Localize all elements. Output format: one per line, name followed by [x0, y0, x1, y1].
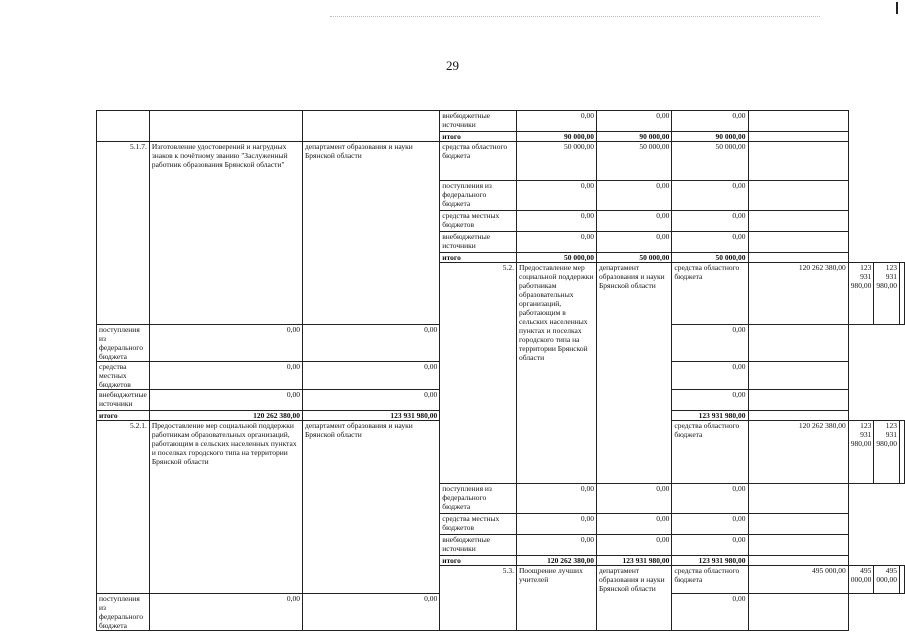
- value-year-2: 123 931 980,00: [596, 556, 671, 566]
- item-department: департамент образования и науки Брянской области: [302, 142, 439, 325]
- item-code: 5.2.: [440, 263, 517, 484]
- scan-edge-mark: [896, 2, 898, 14]
- value-year-2: 0,00: [596, 484, 671, 514]
- extra-column: [748, 411, 848, 421]
- value-year-3: 90 000,00: [672, 132, 748, 142]
- value-year-2: 0,00: [596, 211, 671, 232]
- value-year-2: 50 000,00: [596, 253, 671, 263]
- item-code: 5.2.1.: [97, 421, 150, 594]
- extra-column: [900, 566, 905, 594]
- extra-column: [748, 556, 848, 566]
- table-row: [97, 111, 905, 132]
- extra-column: [748, 390, 848, 411]
- funding-source: средства местных бюджетов: [440, 211, 517, 232]
- item-department: департамент образования и науки Брянской области: [302, 421, 439, 594]
- value-year-3: 0,00: [672, 111, 748, 132]
- value-year-1: 50 000,00: [517, 142, 597, 181]
- value-year-3: 495 000,00: [874, 566, 900, 594]
- funding-source: итого: [440, 132, 517, 142]
- item-department: департамент образования и науки Брянской области: [596, 566, 671, 631]
- value-year-2: 495 000,00: [848, 566, 874, 594]
- value-year-1: 120 262 380,00: [517, 556, 597, 566]
- funding-source: поступления из федерального бюджета: [440, 484, 517, 514]
- value-year-2: 0,00: [596, 181, 671, 211]
- funding-source: средства областного бюджета: [672, 421, 748, 484]
- value-year-1: 0,00: [517, 232, 597, 253]
- value-year-3: 0,00: [672, 390, 748, 411]
- funding-source: поступления из федерального бюджета: [97, 325, 150, 362]
- value-year-3: 123 931 980,00: [874, 263, 900, 325]
- extra-column: [748, 111, 848, 132]
- value-year-1: 50 000,00: [517, 253, 597, 263]
- extra-column: [900, 421, 905, 484]
- item-code: 5.3.: [440, 566, 517, 631]
- extra-column: [748, 181, 848, 211]
- value-year-1: 0,00: [517, 484, 597, 514]
- value-year-3: 0,00: [672, 181, 748, 211]
- item-code: 5.1.7.: [97, 142, 150, 325]
- value-year-3: 123 931 980,00: [672, 556, 748, 566]
- value-year-3: 123 931 980,00: [874, 421, 900, 484]
- value-year-1: 120 262 380,00: [149, 411, 302, 421]
- value-year-3: 0,00: [672, 232, 748, 253]
- value-year-3: 0,00: [672, 535, 748, 556]
- value-year-2: 0,00: [302, 325, 439, 362]
- item-name: Предоставление мер социальной поддержки работникам образовательных организаций, работающим в сельских населенных пунктах и поселках городского типа на территории Брянской области: [149, 421, 302, 594]
- value-year-2: 0,00: [302, 362, 439, 390]
- value-year-2: 50 000,00: [596, 142, 671, 181]
- funding-source: внебюджетные источники: [440, 232, 517, 253]
- budget-table: [96, 110, 905, 631]
- value-year-3: 0,00: [672, 514, 748, 535]
- value-year-2: 0,00: [302, 594, 439, 631]
- item-name: Поощрение лучших учителей: [517, 566, 597, 631]
- extra-column: [748, 325, 848, 362]
- value-year-2: 90 000,00: [596, 132, 671, 142]
- item-code-empty: [97, 111, 150, 142]
- value-year-1: 0,00: [517, 514, 597, 535]
- extra-column: [748, 253, 848, 263]
- funding-source: средства областного бюджета: [672, 566, 748, 594]
- extra-column: [748, 362, 848, 390]
- value-year-3: 0,00: [672, 594, 748, 631]
- extra-column: [748, 514, 848, 535]
- item-department: департамент образования и науки Брянской области: [596, 263, 671, 484]
- value-year-3: 50 000,00: [672, 253, 748, 263]
- funding-source: средства местных бюджетов: [97, 362, 150, 390]
- funding-source: итого: [440, 253, 517, 263]
- funding-source: поступления из федерального бюджета: [97, 594, 150, 631]
- value-year-1: 0,00: [149, 325, 302, 362]
- value-year-1: 0,00: [517, 211, 597, 232]
- value-year-1: 120 262 380,00: [748, 263, 848, 325]
- funding-source: внебюджетные источники: [440, 535, 517, 556]
- value-year-2: 0,00: [596, 111, 671, 132]
- extra-column: [900, 263, 905, 325]
- value-year-1: 0,00: [149, 594, 302, 631]
- value-year-3: 0,00: [672, 484, 748, 514]
- scan-dots: [330, 16, 820, 17]
- value-year-2: 0,00: [596, 535, 671, 556]
- funding-source: средства областного бюджета: [440, 142, 517, 181]
- value-year-1: 0,00: [149, 362, 302, 390]
- item-name-empty: [149, 111, 302, 142]
- funding-source: поступления из федерального бюджета: [440, 181, 517, 211]
- extra-column: [748, 594, 848, 631]
- value-year-2: 123 931 980,00: [848, 263, 874, 325]
- value-year-1: 120 262 380,00: [748, 421, 848, 484]
- value-year-3: 50 000,00: [672, 142, 748, 181]
- extra-column: [748, 484, 848, 514]
- value-year-3: 0,00: [672, 211, 748, 232]
- value-year-1: 0,00: [149, 390, 302, 411]
- item-name: Предоставление мер социальной поддержки работникам образовательных организаций, работающим в сельских населенных пунктах и поселках городского типа на территории Брянской области: [517, 263, 597, 484]
- extra-column: [748, 211, 848, 232]
- value-year-3: 0,00: [672, 325, 748, 362]
- value-year-3: 0,00: [672, 362, 748, 390]
- value-year-2: 0,00: [596, 232, 671, 253]
- value-year-1: 90 000,00: [517, 132, 597, 142]
- value-year-2: 0,00: [596, 514, 671, 535]
- value-year-1: 0,00: [517, 535, 597, 556]
- funding-source: средства местных бюджетов: [440, 514, 517, 535]
- value-year-2: 123 931 980,00: [848, 421, 874, 484]
- value-year-2: 0,00: [302, 390, 439, 411]
- page-number: 29: [446, 58, 459, 73]
- funding-source: средства областного бюджета: [672, 263, 748, 325]
- value-year-1: 0,00: [517, 111, 597, 132]
- value-year-3: 123 931 980,00: [672, 411, 748, 421]
- funding-source: итого: [97, 411, 150, 421]
- funding-source: внебюджетные источники: [440, 111, 517, 132]
- value-year-1: 495 000,00: [748, 566, 848, 594]
- extra-column: [748, 142, 848, 181]
- extra-column: [748, 535, 848, 556]
- extra-column: [748, 132, 848, 142]
- extra-column: [748, 232, 848, 253]
- funding-source: итого: [440, 556, 517, 566]
- item-name: Изготовление удостоверений и нагрудных знаков к почётному званию "Заслуженный работник образования Брянской области": [149, 142, 302, 325]
- value-year-2: 123 931 980,00: [302, 411, 439, 421]
- table-row: [97, 142, 905, 181]
- funding-source: внебюджетные источники: [97, 390, 150, 411]
- value-year-1: 0,00: [517, 181, 597, 211]
- item-department-empty: [302, 111, 439, 142]
